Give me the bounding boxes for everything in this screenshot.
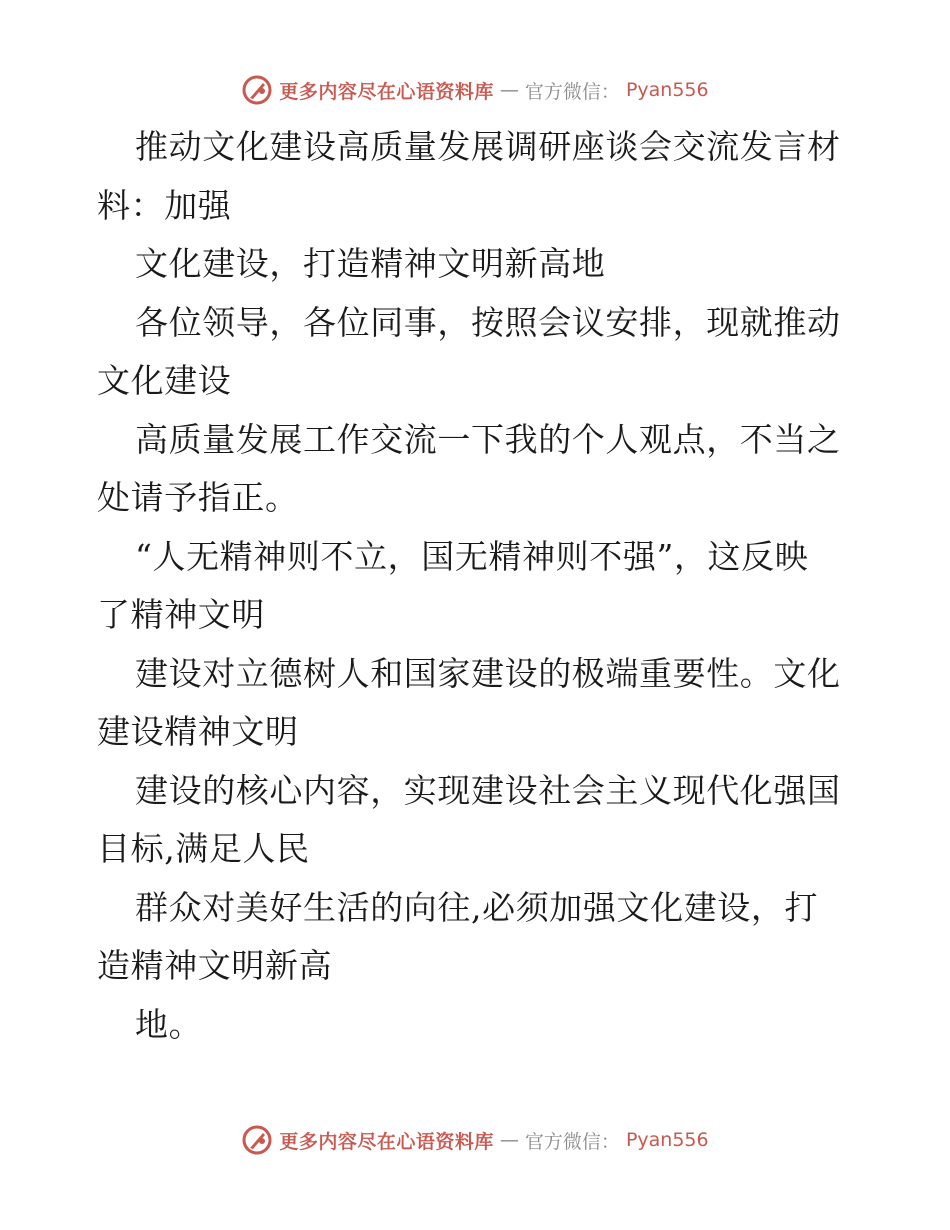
body-line: 地。 <box>135 1004 203 1044</box>
quill-logo-icon <box>241 74 273 106</box>
footer-wechat-id: Pyan556 <box>625 1129 709 1151</box>
body-line: 建设对立德树人和国家建设的极端重要性。文化 <box>135 653 841 693</box>
body-line: 建设的核心内容，实现建设社会主义现代化强国 <box>135 770 841 810</box>
footer-wechat-label: 官方微信： <box>524 1130 620 1153</box>
header-banner <box>0 70 950 110</box>
body-line: 文化建设，打造精神文明新高地 <box>135 244 606 283</box>
body-line: 建设精神文明 <box>97 712 299 751</box>
header-banner-separator: — <box>499 79 519 101</box>
body-line: 处请予指正。 <box>97 478 299 517</box>
header-wechat-label: 官方微信： <box>524 80 620 103</box>
footer-banner-text: 更多内容尽在心语资料库 <box>279 1130 494 1153</box>
body-line: 了精神文明 <box>97 595 265 634</box>
body-line: 文化建设 <box>97 361 232 400</box>
body-line: 目标,满足人民 <box>97 829 310 868</box>
body-line: 群众对美好生活的向往,必须加强文化建设，打 <box>135 887 819 927</box>
document-body <box>97 118 857 1054</box>
body-line: 推动文化建设高质量发展调研座谈会交流发言材 <box>135 127 841 166</box>
body-line: 高质量发展工作交流一下我的个人观点，不当之 <box>135 419 841 459</box>
footer-banner-separator: — <box>499 1129 519 1151</box>
body-line: “人无精神则不立，国无精神则不强”，这反映 <box>135 536 809 576</box>
header-wechat-id: Pyan556 <box>625 79 709 101</box>
quill-logo-icon <box>241 1124 273 1156</box>
header-banner-text: 更多内容尽在心语资料库 <box>279 80 494 103</box>
body-line: 造精神文明新高 <box>97 946 333 985</box>
body-line: 料：加强 <box>97 185 232 225</box>
body-line: 各位领导，各位同事，按照会议安排，现就推动 <box>135 302 841 342</box>
footer-banner <box>0 1120 950 1160</box>
